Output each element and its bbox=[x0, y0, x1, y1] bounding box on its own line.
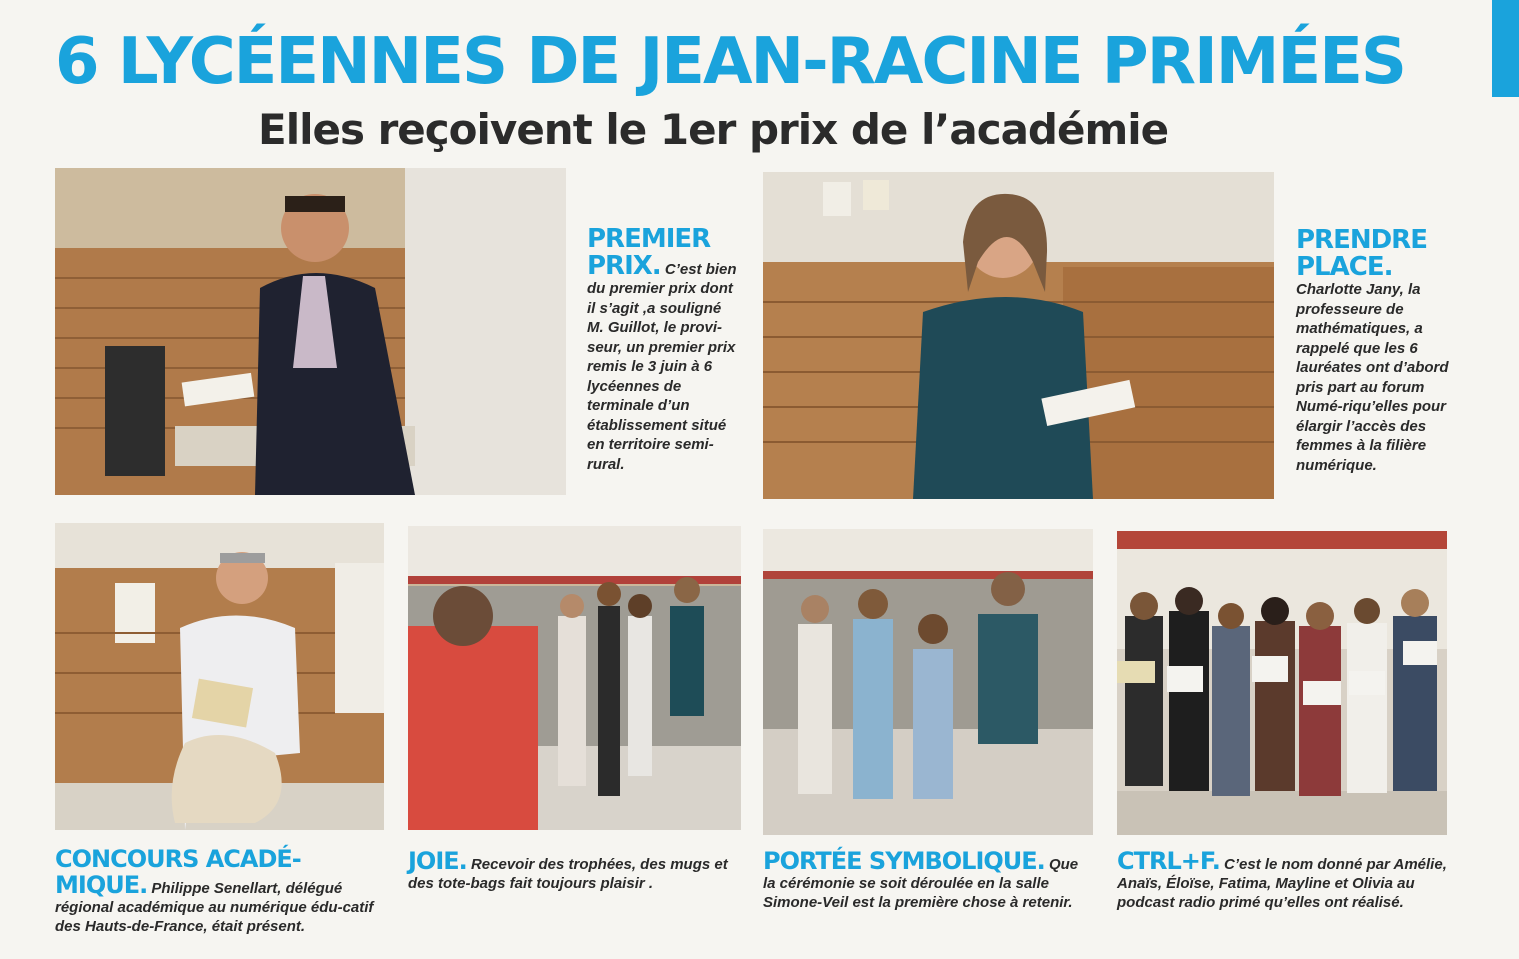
caption-ctrlf bbox=[1117, 848, 1452, 912]
caption-premier-prix bbox=[587, 226, 737, 474]
photo-delegue bbox=[55, 523, 384, 830]
photo-professeure bbox=[763, 172, 1274, 499]
caption-portee-text: Que la cérémonie se soit déroulée en la salle Simone-Veil est la première chose à retenir. bbox=[763, 856, 1079, 911]
caption-joie bbox=[408, 848, 743, 893]
photo-proviseur bbox=[55, 168, 566, 495]
caption-concours-kicker: CONCOURS ACADÉ-MIQUE. bbox=[55, 845, 301, 899]
caption-ctrlf-kicker: CTRL+F. bbox=[1117, 847, 1220, 875]
caption-prendre-place-kicker: PRENDRE PLACE. bbox=[1296, 225, 1427, 282]
photo-laureates bbox=[1117, 531, 1447, 835]
photo-portee-symbolique bbox=[763, 529, 1093, 835]
caption-joie-kicker: JOIE. bbox=[408, 847, 467, 875]
section-tab bbox=[1492, 0, 1519, 97]
caption-prendre-place-text: Charlotte Jany, la professeure de mathématiques, a rappelé que les 6 lauréates ont d’abord pris part au forum Numé-riqu’elles pour élargir l’accès des femmes à la filière numérique. bbox=[1296, 281, 1449, 474]
caption-portee bbox=[763, 848, 1083, 912]
caption-concours bbox=[55, 846, 385, 936]
caption-portee-kicker: PORTÉE SYMBOLIQUE. bbox=[763, 847, 1045, 875]
caption-premier-prix-text: C’est bien du premier prix dont il s’agit ,a souligné M. Guillot, le provi-seur, un premier prix remis le 3 juin à 6 lycéennes de terminale d’un établissement situé en territoire semi-rural. bbox=[587, 260, 737, 473]
photo-joie bbox=[408, 526, 741, 830]
caption-concours-text: Philippe Senellart, délégué régional académique au numérique édu-catif des Hauts-de-France, était présent. bbox=[55, 880, 374, 935]
caption-ctrlf-text: C’est le nom donné par Amélie, Anaïs, Éloïse, Fatima, Mayline et Olivia au podcast radio primé qu’elles ont réalisé. bbox=[1117, 856, 1447, 911]
subheadline: Elles reçoivent le 1er prix de l’académie bbox=[258, 105, 1169, 154]
caption-premier-prix-kicker: PREMIER PRIX. bbox=[587, 224, 711, 281]
headline: 6 LYCÉENNES DE JEAN-RACINE PRIMÉES bbox=[55, 25, 1405, 99]
caption-joie-text: Recevoir des trophées, des mugs et des tote-bags fait toujours plaisir . bbox=[408, 856, 728, 892]
caption-prendre-place bbox=[1296, 227, 1454, 475]
